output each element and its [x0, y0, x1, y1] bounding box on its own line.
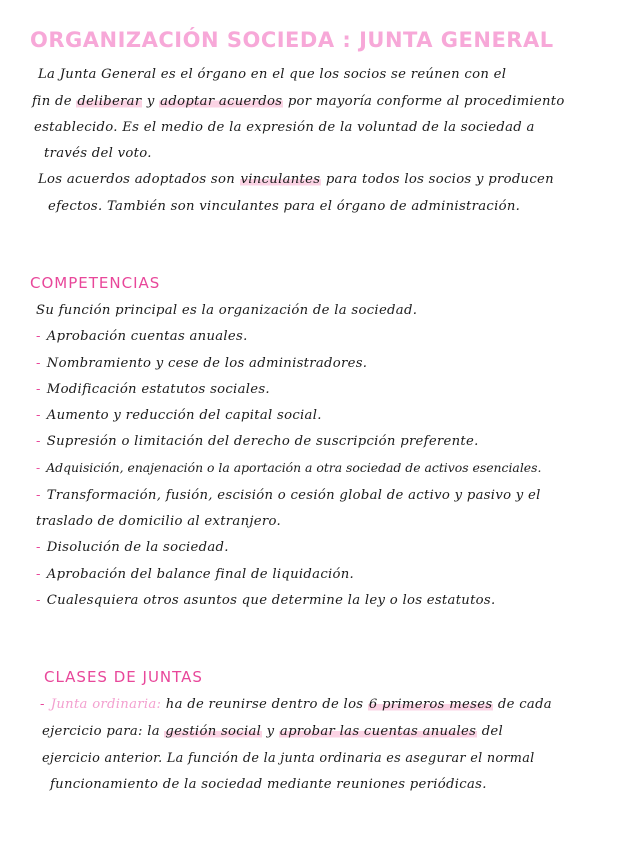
list-item-text: Transformación, fusión, escisión o cesión global de activo y pasivo y el [46, 488, 541, 503]
list-item-text: Disolución de la sociedad. [46, 540, 229, 555]
text-fragment: ejercicio para: la [42, 724, 165, 739]
section-heading-competencias: COMPETENCIAS [30, 274, 161, 292]
list-item-text: Aprobación del balance final de liquidación. [46, 567, 355, 582]
dash-bullet: - [36, 329, 41, 344]
text-fragment: por mayoría conforme al procedimiento [283, 94, 565, 109]
dash-bullet: - [36, 593, 41, 608]
list-item-text: Nombramiento y cese de los administradores. [46, 356, 368, 371]
list-item [36, 356, 367, 371]
highlight-deliberar: deliberar [77, 94, 142, 109]
highlight-vinculantes: vinculantes [240, 172, 321, 187]
clases-line-2 [42, 724, 503, 739]
list-item-text: Cualesquiera otros asuntos que determine la ley o los estatutos. [46, 593, 496, 608]
junta-ordinaria-label: Junta ordinaria: [50, 697, 162, 712]
list-item [36, 329, 248, 344]
text-fragment: Los acuerdos adoptados son [38, 172, 240, 187]
dash-bullet: - [40, 697, 45, 712]
highlight-adoptar-acuerdos: adoptar acuerdos [160, 94, 283, 109]
list-item-text: Adquisición, enajenación o la aportación a otra sociedad de activos esenciales. [46, 460, 542, 475]
text-fragment: y [142, 94, 160, 109]
dash-bullet: - [36, 540, 41, 555]
list-item-text: Modificación estatutos sociales. [46, 382, 270, 397]
highlight-aprobar-cuentas-anuales: aprobar las cuentas anuales [279, 724, 477, 739]
intro-line-1: La Junta General es el órgano en el que los socios se reúnen con el [38, 67, 507, 82]
list-item [36, 408, 322, 423]
list-item [36, 567, 354, 582]
list-item [36, 382, 270, 397]
dash-bullet: - [36, 434, 41, 449]
list-item [36, 593, 495, 608]
clases-line-3: ejercicio anterior. La función de la junta ordinaria es asegurar el normal [42, 751, 535, 766]
text-fragment: ha de reunirse dentro de los [161, 697, 368, 712]
intro-line-4: través del voto. [44, 146, 152, 161]
text-fragment: del [477, 724, 504, 739]
text-fragment: de cada [493, 697, 552, 712]
text-fragment: y [262, 724, 279, 739]
text-fragment: fin de [32, 94, 77, 109]
dash-bullet: - [36, 382, 41, 397]
dash-bullet: - [36, 488, 41, 503]
intro-line-2 [32, 94, 565, 109]
list-item-text: Aprobación cuentas anuales. [46, 329, 248, 344]
intro-line-3: establecido. Es el medio de la expresión de la voluntad de la sociedad a [34, 120, 535, 135]
competencias-lead: Su función principal es la organización de la sociedad. [36, 303, 418, 318]
highlight-gestion-social: gestión social [165, 724, 262, 739]
clases-line-4: funcionamiento de la sociedad mediante reuniones periódicas. [50, 777, 487, 792]
intro-line-6: efectos. También son vinculantes para el órgano de administración. [48, 199, 521, 214]
list-item-text: Supresión o limitación del derecho de suscripción preferente. [46, 434, 479, 449]
page-title: ORGANIZACIÓN SOCIEDA : JUNTA GENERAL [30, 28, 554, 52]
list-item-continuation: traslado de domicilio al extranjero. [36, 514, 281, 529]
dash-bullet: - [36, 356, 41, 371]
list-item [36, 488, 541, 503]
highlight-6-primeros-meses: 6 primeros meses [368, 697, 493, 712]
list-item [36, 460, 541, 475]
section-heading-clases-de-juntas: CLASES DE JUNTAS [44, 668, 203, 686]
clases-line-1 [40, 697, 552, 712]
list-item [36, 434, 479, 449]
dash-bullet: - [36, 408, 41, 423]
dash-bullet: - [36, 460, 41, 475]
list-item [36, 540, 229, 555]
text-fragment: para todos los socios y producen [321, 172, 554, 187]
list-item-text: Aumento y reducción del capital social. [46, 408, 322, 423]
dash-bullet: - [36, 567, 41, 582]
intro-line-5 [38, 172, 554, 187]
